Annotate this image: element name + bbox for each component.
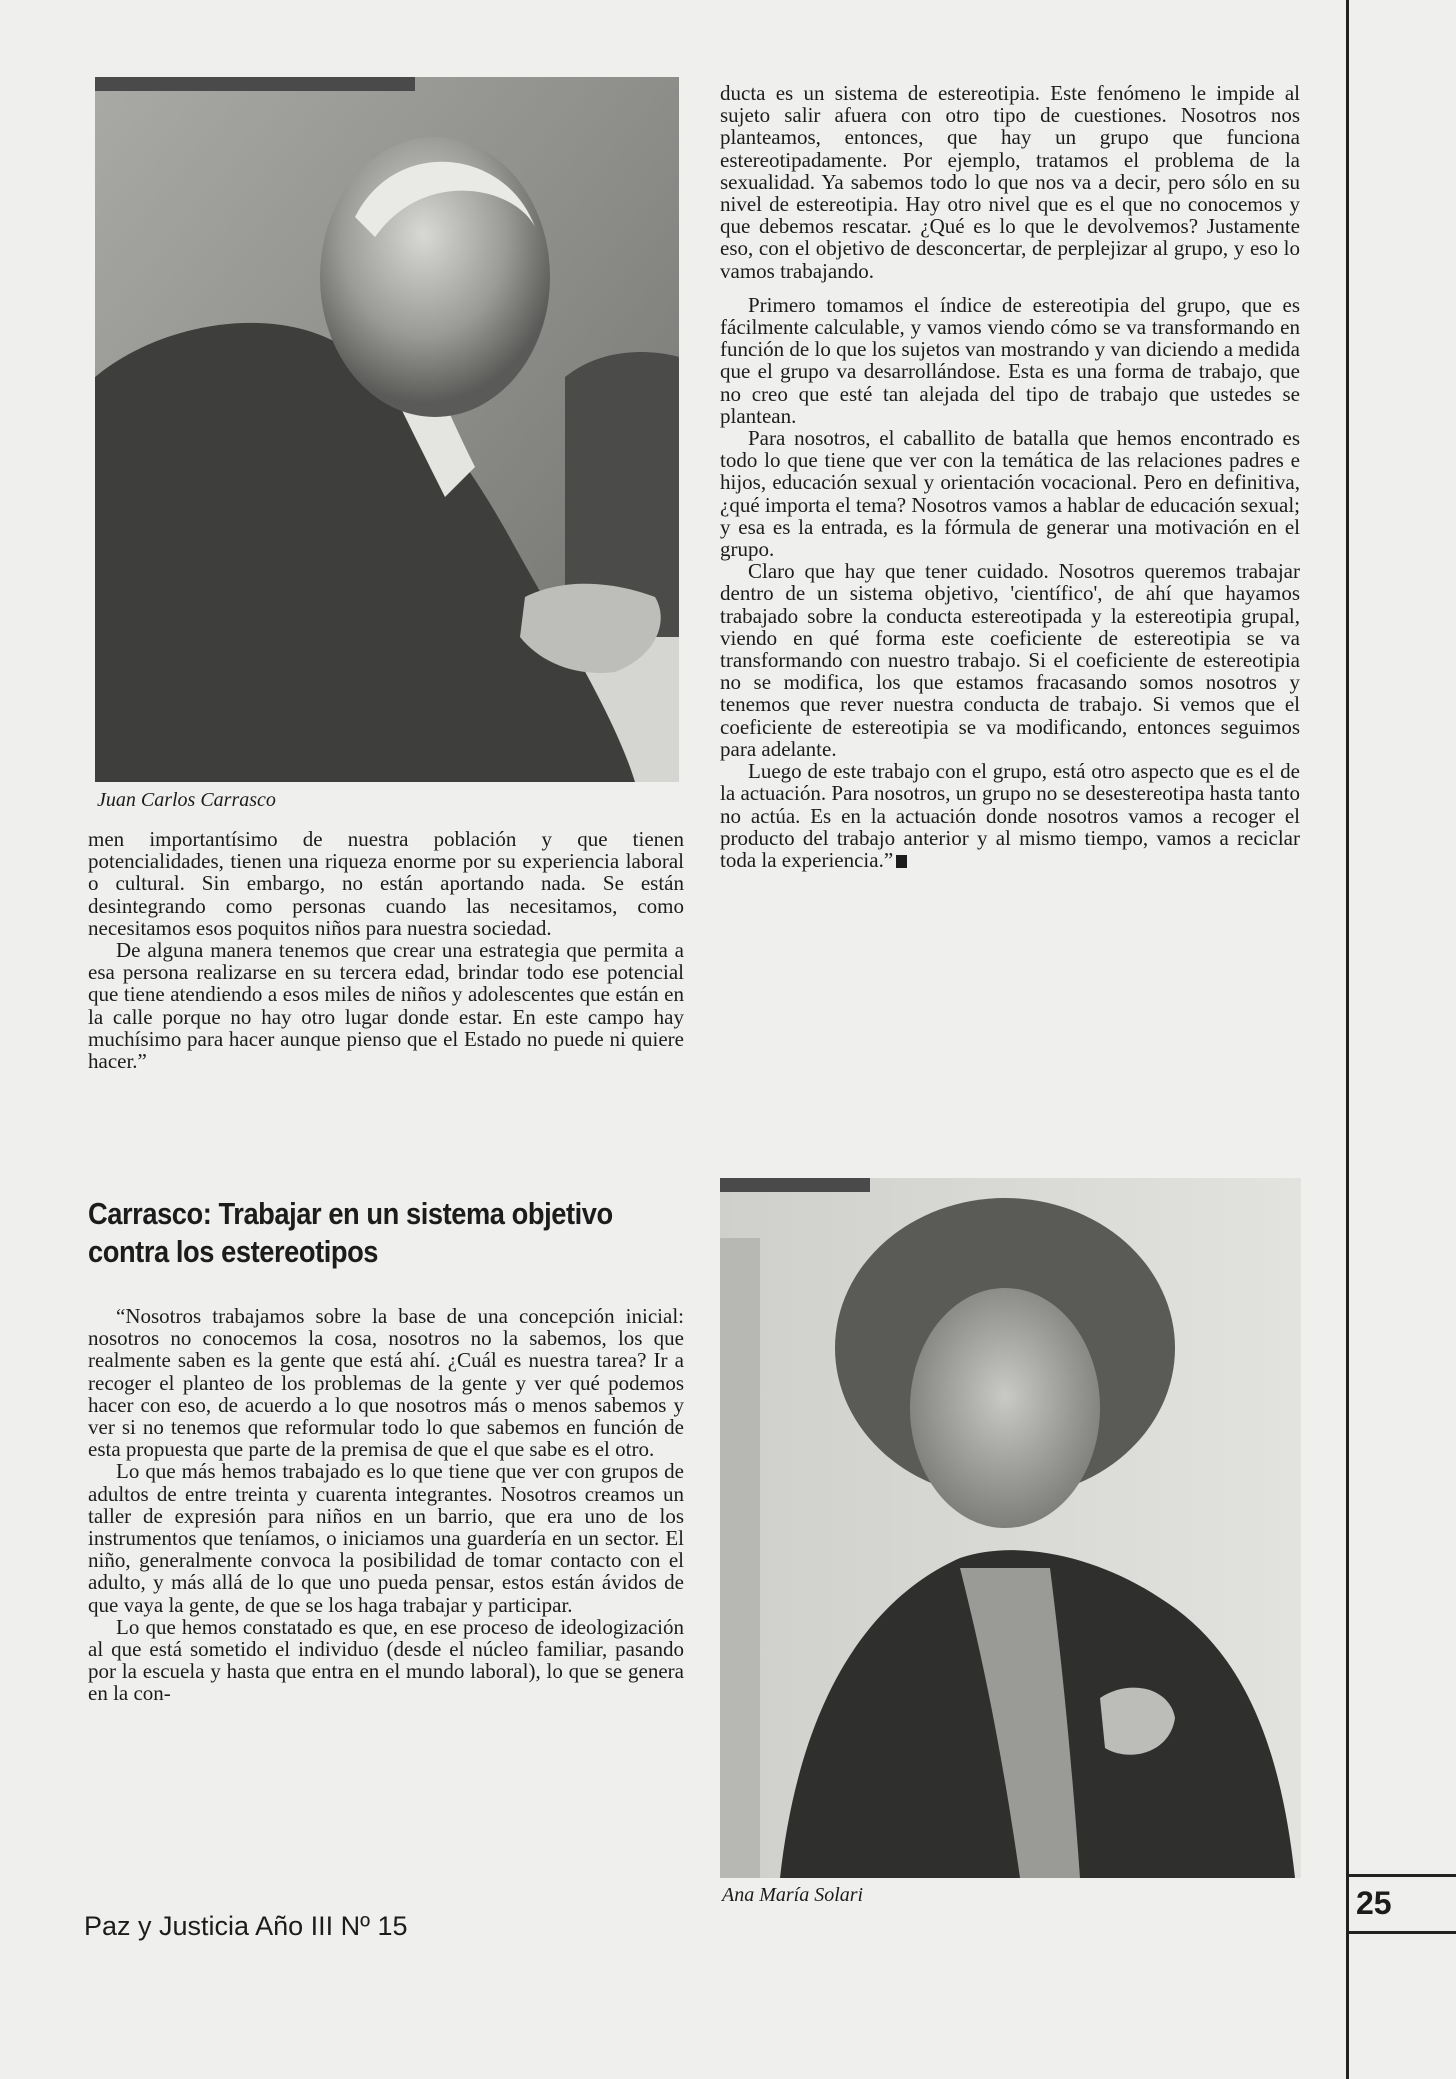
paragraph-text: Luego de este trabajo con el grupo, está otro aspecto que es el de la actuación. Para nosotros, un grupo no se desestereotipa hasta tanto no actúa. Es en la actuación donde nosotros vamos a recoger el producto del trabajo anterior y al mismo tiempo, vamos a reciclar toda la experiencia.” [720,759,1300,872]
end-of-article-mark [896,855,907,868]
paragraph: “Nosotros trabajamos sobre la base de una concepción inicial: nosotros no conocemos la cosa, nosotros no la sabemos, los que realmente saben es la gente que está ahí. ¿Cuál es nuestra tarea? Ir a recoger el planteo de los problemas de la gente y ver qué podemos hacer con eso, de acuerdo a lo que nosotros más o menos sabemos y ver si no tenemos que reformular todo lo que sabemos en función de esta propuesta que parte de la premisa de que el que sabe es el otro. [88,1304,684,1462]
paragraph [720,760,1300,871]
paragraph: Lo que más hemos trabajado es lo que tiene que ver con grupos de adultos de entre treinta y cuarenta integrantes. Nosotros creamos un taller de expresión para niños en un barrio, que era uno de los instrumentos que teníamos, o iniciamos una guardería en un sector. El niño, generalmente convoca la posibilidad de tomar contacto con el adulto, y más allá de lo que uno pueda pensar, estos están ávidos de que vaya la gente, de que se los haga trabajar y participar. [88,1459,684,1617]
portrait-man-image [95,77,679,782]
paragraph: De alguna manera tenemos que crear una estrategia que permita a esa persona realizarse en su tercera edad, brindar todo ese potencial que tiene atendiendo a esos miles de niños y adolescentes que están en la calle porque no hay otro lugar donde estar. En este campo hay muchísimo para hacer aunque pienso que el Estado no puede ni quiere hacer.” [88,938,684,1074]
footer-publication: Paz y Justicia Año III Nº 15 [84,1911,408,1941]
paragraph: men importantísimo de nuestra población y que tienen potencialidades, tienen una riqueza enorme por su experiencia laboral o cultural. Sin embargo, no están aportando nada. Se están desintegrando como personas cuando las necesitamos, como necesitamos esos poquitos niños para nuestra sociedad. [88,827,684,940]
photo-ana-maria-solari [720,1178,1301,1878]
paragraph: Para nosotros, el caballito de batalla que hemos encontrado es todo lo que tiene que ver con la temática de las relaciones padres e hijos, educación sexual y orientación vocacional. Pero en definitiva, ¿qué importa el tema? Nosotros vamos a hablar de educación sexual; y esa es la entrada, es la fórmula de generar una motivación en el grupo. [720,426,1300,562]
page-number: 25 [1356,1885,1392,1921]
photo-caption: Ana María Solari [722,1884,864,1906]
paragraph: ducta es un sistema de estereotipia. Este fenómeno le impide al sujeto salir afuera con otro tipo de cuestiones. Nosotros nos planteamos, entonces, que hay un grupo que funciona estereotipadamente. Por ejemplo, tratamos el problema de la sexualidad. Ya sabemos todo lo que nos va a decir, pero sólo en su nivel de estereotipia. Hay otro nivel que es el que no conocemos y que debemos rescatar. ¿Qué es lo que le devolvemos? Justamente eso, con el objetivo de desconcertar, de perplejizar al grupo, y eso lo vamos trabajando. [720,81,1300,283]
paragraph: Primero tomamos el índice de estereotipia del grupo, que es fácilmente calculable, y vamos viendo cómo se va transformando en función de lo que los sujetos van mostrando y van diciendo a medida que el grupo va desarrollándose. Esta es una forma de trabajo, que no creo que esté tan alejada del tipo de trabajo que ustedes se plantean. [720,292,1300,428]
portrait-woman-image [720,1178,1301,1878]
paragraph: Claro que hay que tener cuidado. Nosotros queremos trabajar dentro de un sistema objetivo, 'científico', de ahí que hayamos trabajado sobre la conducta estereotipada y la estereotipia grupal, viendo en qué forma este coeficiente de estereotipia se va transformando con nuestro trabajo. Si el coeficiente de estereotipia no se modifica, los que estamos fracasando somos nosotros y tenemos que rever nuestra conducta de trabajo. Si vemos que el coeficiente de estereotipia se va modificando, entonces seguimos para adelante. [720,559,1300,761]
paragraph: Lo que hemos constatado es que, en ese proceso de ideologización al que está sometido el individuo (desde el núcleo familiar, pasando por la escuela y hasta que entra en el mundo laboral), lo que se genera en la con- [88,1614,684,1706]
section-headline: Carrasco: Trabajar en un sistema objetivo contra los estereotipos [88,1196,613,1269]
photo-juan-carlos-carrasco [95,77,679,782]
left-column-top [88,828,684,1072]
left-column-bottom [88,1305,684,1705]
right-column [720,82,1300,871]
vertical-rule [1346,0,1349,2079]
photo-caption: Juan Carlos Carrasco [97,789,276,811]
